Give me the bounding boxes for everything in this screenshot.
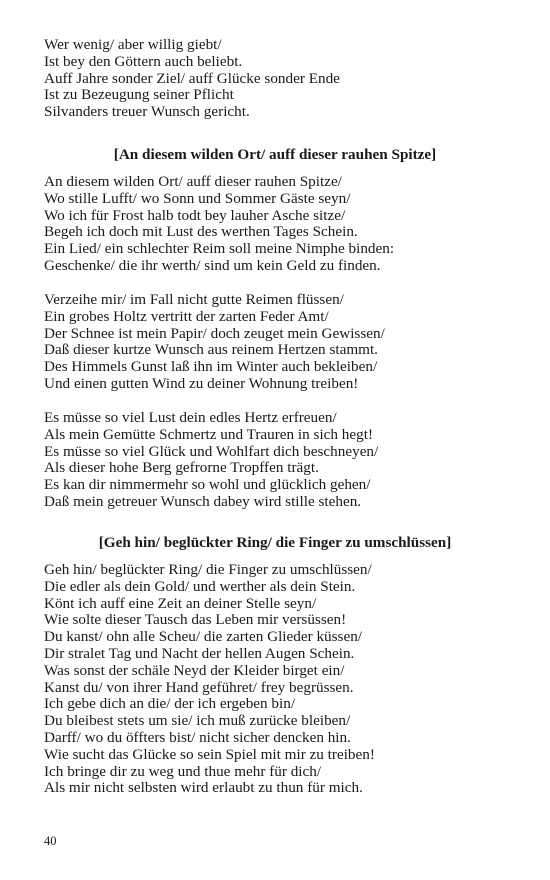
stanza-4 [44, 410, 378, 511]
verse-line: Wer wenig/ aber willig giebt/ [44, 36, 222, 53]
verse-line: Wo stille Lufft/ wo Sonn und Sommer Gäste seyn/ [44, 189, 351, 207]
verse-line: Ich bringe dir zu weg und thue mehr für dich/ [44, 762, 322, 780]
verse-line: Ein Lied/ ein schlechter Reim soll meine Nimphe binden: [44, 240, 395, 258]
verse-line: Daß dieser kurtze Wunsch aus reinem Hertzen stammt. [44, 341, 378, 359]
verse-line: Es müsse so viel Glück und Wohlfart dich beschneyen/ [44, 442, 379, 460]
verse-line: Silvanders treuer Wunsch gericht. [44, 103, 250, 121]
verse-line: Darff/ wo du öffters bist/ nicht sicher dencken hin. [44, 728, 351, 746]
page-number: 40 [44, 834, 57, 848]
verse-line: Als mir nicht selbsten wird erlaubt zu thun für mich. [44, 779, 363, 797]
stanza-2 [44, 174, 394, 275]
stanza-5 [44, 562, 375, 797]
verse-line: Ist bey den Göttern auch beliebt. [44, 52, 243, 70]
verse-line: Du bleibest stets um sie/ ich muß zurücke bleiben/ [44, 712, 351, 730]
stanza-3 [44, 292, 385, 393]
verse-line: Was sonst der schäle Neyd der Kleider birget ein/ [44, 661, 345, 679]
verse-line: Könt ich auff eine Zeit an deiner Stelle seyn/ [44, 594, 317, 612]
verse-line: Dir stralet Tag und Nacht der hellen Augen Schein. [44, 644, 355, 662]
poem-heading-2: [Geh hin/ beglückter Ring/ die Finger zu umschlüssen] [98, 534, 452, 551]
verse-line: Ist zu Bezeugung seiner Pflicht [44, 86, 234, 104]
stanza-1 [44, 37, 340, 121]
verse-line: Wie solte dieser Tausch das Leben mir versüssen! [44, 611, 347, 629]
verse-line: Als dieser hohe Berg gefrorne Tropffen trägt. [44, 459, 319, 477]
verse-line: Geschenke/ die ihr werth/ sind um kein Geld zu finden. [44, 256, 381, 274]
verse-line: Verzeihe mir/ im Fall nicht gutte Reimen flüssen/ [44, 291, 344, 308]
verse-line: Wie sucht das Glücke so sein Spiel mit mir zu treiben! [44, 745, 375, 763]
verse-line: Die edler als dein Gold/ und werther als dein Stein. [44, 577, 356, 595]
verse-line: Du kanst/ ohn alle Scheu/ die zarten Glieder küssen/ [44, 628, 363, 646]
verse-line: Ein grobes Holtz vertritt der zarten Feder Amt/ [44, 307, 329, 325]
verse-line: Geh hin/ beglückter Ring/ die Finger zu umschlüssen/ [44, 561, 372, 578]
verse-line: Wo ich für Frost halb todt bey lauher Asche sitze/ [44, 206, 346, 224]
verse-line: Und einen gutten Wind zu deiner Wohnung treiben! [44, 374, 359, 392]
verse-line: Es kan dir nimmermehr so wohl und glücklich gehen/ [44, 476, 371, 494]
verse-line: An diesem wilden Ort/ auff dieser rauhen Spitze/ [44, 173, 342, 190]
verse-line: Daß mein getreuer Wunsch dabey wird stille stehen. [44, 492, 362, 510]
verse-line: Auff Jahre sonder Ziel/ auff Glücke sonder Ende [44, 69, 340, 87]
verse-line: Es müsse so viel Lust dein edles Hertz erfreuen/ [44, 409, 337, 426]
verse-line: Der Schnee ist mein Papir/ doch zeuget mein Gewissen/ [44, 324, 385, 342]
poem-heading-1: [An diesem wilden Ort/ auff dieser rauhen Spitze] [113, 146, 437, 163]
verse-line: Als mein Gemütte Schmertz und Trauren in sich hegt! [44, 425, 374, 443]
verse-line: Des Himmels Gunst laß ihn im Winter auch bekleiben/ [44, 358, 378, 376]
verse-line: Ich gebe dich an die/ der ich ergeben bin/ [44, 695, 296, 713]
verse-line: Begeh ich doch mit Lust des werthen Tages Schein. [44, 223, 358, 241]
verse-line: Kanst du/ von ihrer Hand geführet/ frey begrüssen. [44, 678, 354, 696]
